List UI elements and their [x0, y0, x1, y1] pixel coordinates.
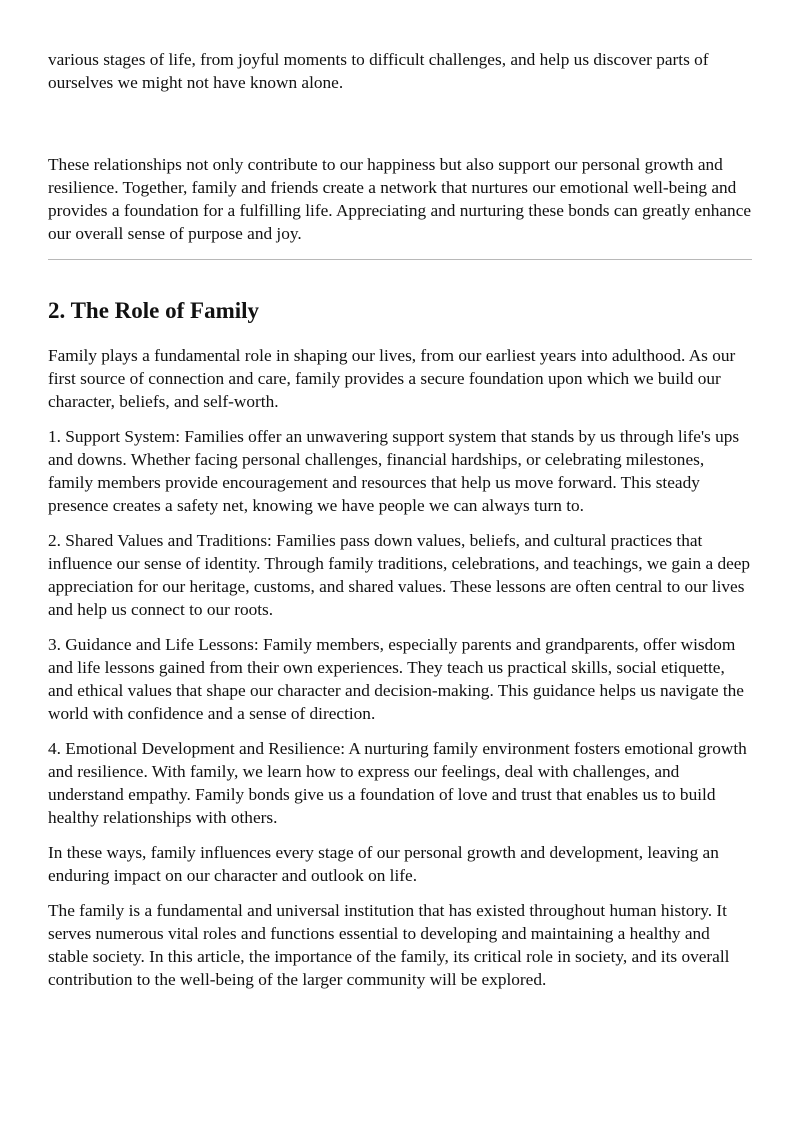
- intro-continuation-paragraph: various stages of life, from joyful moments to difficult challenges, and help us discover parts of ourselves we might not have known alone.: [48, 50, 709, 92]
- family-intro-paragraph: Family plays a fundamental role in shaping our lives, from our earliest years into adulthood. As our first source of connection and care, family provides a secure foundation upon which we build our character, beliefs, and self-worth.: [48, 346, 736, 411]
- guidance-paragraph: 3. Guidance and Life Lessons: Family members, especially parents and grandparents, offer wisdom and life lessons gained from their own experiences. They teach us practical skills, social etiquette, and ethical values that shape our character and decision-making. This guidance helps us navigate the world with confidence and a sense of direction.: [48, 635, 744, 723]
- document-page: [48, 48, 752, 1003]
- section-divider: [48, 259, 752, 260]
- summary-paragraph: In these ways, family influences every stage of our personal growth and development, leaving an enduring impact on our character and outlook on life.: [48, 843, 719, 885]
- family-institution-paragraph: The family is a fundamental and universal institution that has existed throughout human history. It serves numerous vital roles and functions essential to developing and maintaining a healthy and stable society. In this article, the importance of the family, its critical role in society, and its overall contribution to the well-being of the larger community will be explored.: [48, 901, 730, 989]
- relationships-paragraph: These relationships not only contribute to our happiness but also support our personal growth and resilience. Together, family and friends create a network that nurtures our emotional well-being and provides a foundation for a fulfilling life. Appreciating and nurturing these bonds can greatly enhance our overall sense of purpose and joy.: [48, 155, 752, 243]
- shared-values-paragraph: 2. Shared Values and Traditions: Families pass down values, beliefs, and cultural practices that influence our sense of identity. Through family traditions, celebrations, and teachings, we gain a deep appreciation for our heritage, customs, and shared values. These lessons are often central to our lives and help us connect to our roots.: [48, 531, 751, 619]
- support-system-paragraph: 1. Support System: Families offer an unwavering support system that stands by us through life's ups and downs. Whether facing personal challenges, financial hardships, or celebrating milestones, family members provide encouragement and resources that help us move forward. This steady presence creates a safety net, knowing we have people we can always turn to.: [48, 427, 740, 515]
- emotional-development-paragraph: 4. Emotional Development and Resilience: A nurturing family environment fosters emotional growth and resilience. With family, we learn how to express our feelings, deal with challenges, and understand empathy. Family bonds give us a foundation of love and trust that enables us to build healthy relationships with others.: [48, 739, 747, 827]
- section-heading: 2. The Role of Family: [48, 298, 260, 323]
